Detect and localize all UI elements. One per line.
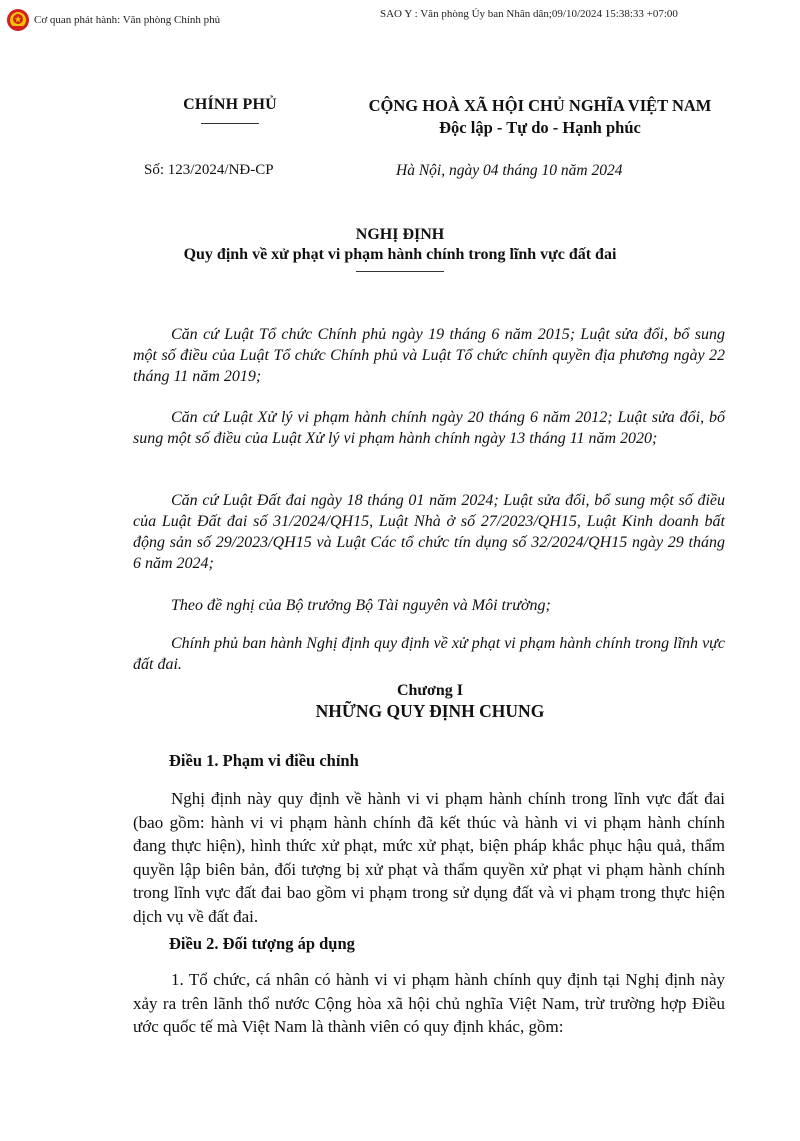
chapter-heading	[0, 682, 800, 722]
document-type: NGHỊ ĐỊNH	[355, 226, 445, 243]
national-motto: Độc lập - Tự do - Hạnh phúc	[439, 118, 641, 137]
chapter-number: Chương I	[396, 682, 464, 699]
enactment-clause: Chính phủ ban hành Nghị định quy định về xử phạt vi phạm hành chính trong lĩnh vực đất đai.	[133, 635, 725, 673]
agency-name: CHÍNH PHỦ	[183, 96, 277, 113]
place-and-date: Hà Nội, ngày 04 tháng 10 năm 2024	[396, 162, 623, 179]
national-emblem-icon	[6, 8, 30, 32]
preamble-paragraph: Căn cứ Luật Xử lý vi phạm hành chính ngày 20 tháng 6 năm 2012; Luật sửa đổi, bổ sung một số điều của Luật Xử lý vi phạm hành chính ngày 13 tháng 11 năm 2020;	[133, 409, 725, 447]
title-underline	[356, 271, 444, 272]
article-body: 1. Tổ chức, cá nhân có hành vi vi phạm hành chính quy định tại Nghị định này xảy ra trên lãnh thổ nước Cộng hòa xã hội chủ nghĩa Việt Nam, trừ trường hợp Điều ước quốc tế mà Việt Nam là thành viên có quy định khác, gồm:	[133, 970, 725, 1036]
article-body: Nghị định này quy định về hành vi vi phạm hành chính trong lĩnh vực đất đai (bao gồm: hành vi vi phạm hành chính đã kết thúc và hành vi vi phạm hành chính đang thực hiện), hình thức xử phạt, mức xử phạt, biện pháp khắc phục hậu quả, thẩm quyền lập biên bản, đối tượng bị xử phạt và thẩm quyền xử phạt vi phạm hành chính trong lĩnh vực đất đai bao gồm vi phạm trong sử dụng đất và vi phạm trong thực hiện dịch vụ về đất đai.	[133, 789, 725, 926]
article-heading: Điều 2. Đối tượng áp dụng	[169, 934, 355, 953]
chapter-name: NHỮNG QUY ĐỊNH CHUNG	[315, 701, 545, 721]
issuer-label: Cơ quan phát hành: Văn phòng Chính phủ	[34, 14, 221, 26]
agency-block	[160, 96, 300, 124]
preamble-paragraph: Căn cứ Luật Tổ chức Chính phủ ngày 19 tháng 6 năm 2015; Luật sửa đổi, bổ sung một số điều của Luật Tổ chức Chính phủ và Luật Tổ chức chính quyền địa phương ngày 22 tháng 11 năm 2019;	[133, 326, 725, 385]
issuer-stamp	[6, 8, 220, 32]
document-title	[0, 226, 800, 272]
preamble-paragraph: Căn cứ Luật Đất đai ngày 18 tháng 01 năm 2024; Luật sửa đổi, bổ sung một số điều của Luật Đất đai số 31/2024/QH15, Luật Nhà ở số 27/2023/QH15, Luật Kinh doanh bất động sản số 29/2023/QH15 và Luật Các tổ chức tín dụng số 32/2024/QH15 ngày 29 tháng 6 năm 2024;	[133, 492, 725, 572]
article-heading: Điều 1. Phạm vi điều chỉnh	[169, 751, 359, 770]
country-name: CỘNG HOÀ XÃ HỘI CHỦ NGHĨA VIỆT NAM	[368, 96, 712, 115]
copy-certification: SAO Y : Văn phòng Ủy ban Nhân dân;09/10/2024 15:38:33 +07:00	[380, 8, 678, 20]
document-subject: Quy định về xử phạt vi phạm hành chính trong lĩnh vực đất đai	[183, 246, 617, 263]
national-heading	[340, 96, 740, 138]
agency-underline	[201, 123, 259, 124]
preamble-paragraph: Theo đề nghị của Bộ trưởng Bộ Tài nguyên và Môi trường;	[171, 597, 551, 614]
document-number: Số: 123/2024/NĐ-CP	[144, 162, 274, 178]
